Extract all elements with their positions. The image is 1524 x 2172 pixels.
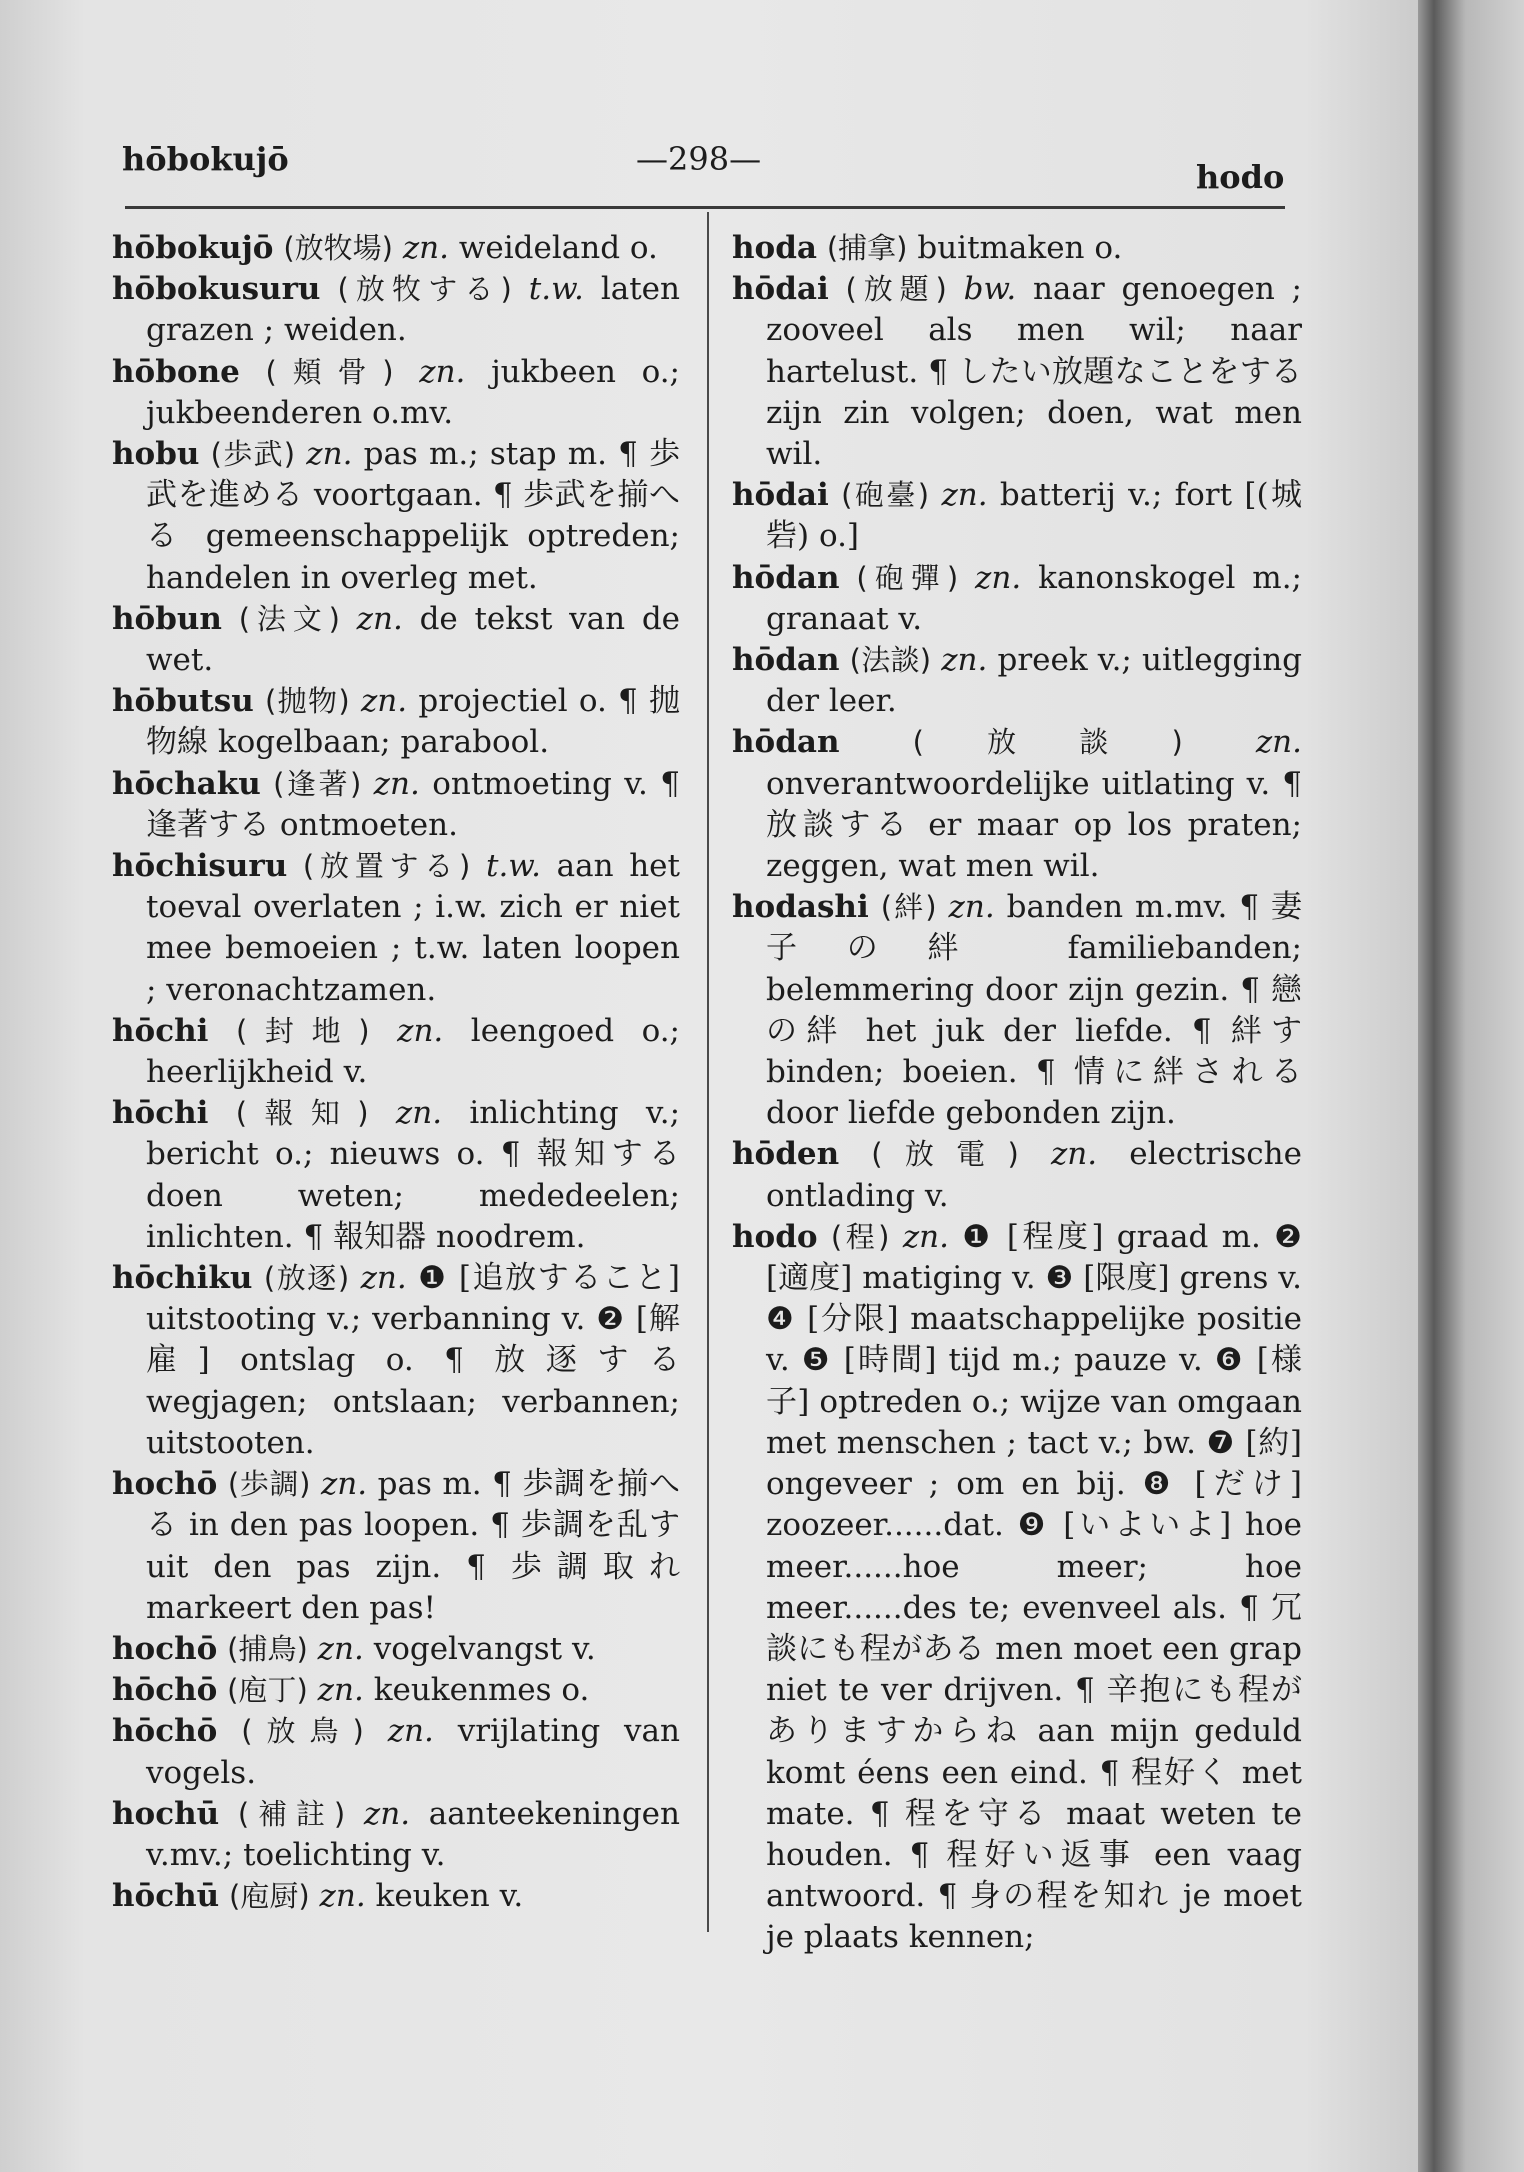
dictionary-entry: [112, 599, 680, 681]
dictionary-entry: [732, 228, 1302, 269]
definition: aanteekeningen v.mv.; toelichting v.: [146, 1795, 680, 1873]
definition: de tekst van de wet.: [146, 600, 681, 679]
kanji-form: (放題): [845, 272, 947, 307]
grammar-label: t.w.: [486, 848, 542, 885]
dictionary-entry: [112, 1670, 680, 1711]
headword: hōbun: [112, 600, 222, 637]
grammar-label: zn.: [941, 477, 988, 514]
header-rule: [125, 206, 1285, 209]
header-last-word: hodo: [1196, 158, 1285, 196]
headword: hōchi: [112, 1012, 209, 1049]
definition: ❶ [追放すること] uitstooting v.; verbanning v. ❷ [解雇] ontslag o. ¶ 放逐する wegjagen; ontslaan; verbannen; uitstooten.: [146, 1260, 680, 1461]
headword: hochō: [112, 1466, 218, 1503]
grammar-label: zn.: [373, 765, 420, 802]
headword: hōdai: [732, 271, 829, 308]
kanji-form: (放逐): [263, 1261, 350, 1296]
kanji-form: (庖厨): [229, 1879, 310, 1914]
grammar-label: zn.: [356, 600, 403, 637]
kanji-form: (逢著): [273, 766, 362, 801]
grammar-label: zn.: [320, 1466, 368, 1503]
headword: hōdai: [732, 477, 829, 514]
grammar-label: zn.: [363, 1795, 411, 1832]
definition: vogelvangst v.: [373, 1630, 596, 1667]
headword: hōchō: [112, 1713, 218, 1750]
definition: electrische ontlading v.: [766, 1136, 1302, 1214]
grammar-label: zn.: [948, 889, 995, 926]
running-header: [0, 140, 1418, 200]
headword: hōchisuru: [112, 848, 288, 885]
headword: hōchiku: [112, 1260, 253, 1297]
dictionary-entry: [112, 1876, 680, 1917]
dictionary-entry: [732, 558, 1302, 640]
definition: ontmoeting v. ¶ 逢著する ontmoeten.: [146, 765, 681, 843]
dictionary-entry: [112, 1258, 680, 1464]
kanji-form: (程): [830, 1219, 890, 1254]
definition: ❶ [程度] graad m. ❷ [適度] matiging v. ❸ [限度] grens v. ❹ [分限] maatschappelijke positie v. ❺ [時間] tijd m.; pauze v. ❻ [様子] optreden o.; wijze van omgaan met menschen ; tact v.; bw. ❼ [約] ongeveer ; om en bij. ❽ [だけ] zoozeer......dat. ❾ [いよいよ] hoe meer......hoe meer; hoe meer......des te; evenveel als. ¶ 冗談にも程がある men moet een grap niet te ver drijven. ¶ 辛抱にも程がありますからね aan mijn geduld komt éens een eind. ¶ 程好く met mate. ¶ 程を守る maat weten te houden. ¶ 程好い返事 een vaag antwoord. ¶ 身の程を知れ je moet je plaats kennen;: [766, 1218, 1302, 1956]
headword: hōchaku: [112, 765, 261, 802]
dictionary-entry: [732, 1217, 1302, 1959]
kanji-form: (放談): [912, 725, 1183, 760]
headword: hōbokusuru: [112, 271, 321, 308]
dictionary-entry: [732, 475, 1302, 557]
definition: weideland o.: [458, 230, 658, 266]
definition: keukenmes o.: [373, 1672, 590, 1709]
kanji-form: (頬骨): [265, 354, 394, 389]
headword: hōdan: [732, 724, 840, 761]
headword: hōbone: [112, 353, 240, 390]
kanji-form: (庖丁): [227, 1673, 308, 1708]
headword: hōdan: [732, 642, 840, 679]
dictionary-entry: [732, 722, 1302, 887]
grammar-label: zn.: [402, 230, 449, 266]
definition: kanonskogel m.; granaat v.: [766, 559, 1302, 637]
dictionary-entry: [112, 1794, 680, 1876]
dictionary-entry: [112, 1093, 680, 1258]
page-number: —298—: [636, 140, 762, 178]
kanji-form: (補註): [237, 1796, 346, 1831]
grammar-label: zn.: [902, 1218, 949, 1255]
grammar-label: zn.: [387, 1713, 434, 1750]
kanji-form: (抛物): [264, 684, 350, 719]
right-column: [732, 228, 1302, 1959]
definition: vrijlating van vogels.: [146, 1713, 681, 1791]
headword: hōbutsu: [112, 683, 254, 720]
grammar-label: zn.: [1255, 724, 1302, 761]
header-first-word: hōbokujō: [122, 140, 289, 178]
dictionary-entry: [112, 1629, 680, 1670]
grammar-label: zn.: [397, 1012, 444, 1049]
definition: buitmaken o.: [917, 230, 1123, 266]
kanji-form: (法談): [849, 643, 932, 678]
headword: hōchi: [112, 1095, 209, 1132]
grammar-label: zn.: [395, 1095, 443, 1132]
column-divider: [707, 212, 709, 1932]
grammar-label: zn.: [975, 559, 1022, 596]
grammar-label: zn.: [360, 683, 408, 720]
grammar-label: zn.: [1050, 1136, 1098, 1173]
dictionary-entry: [112, 846, 680, 1011]
grammar-label: zn.: [941, 642, 988, 679]
headword: hōbokujō: [112, 230, 274, 266]
definition: banden m.mv. ¶ 妻子の絆 familiebanden; belemmering door zijn gezin. ¶ 戀の絆 het juk der liefde. ¶ 絆す binden; boeien. ¶ 情に絆される door liefde gebonden zijn.: [766, 889, 1303, 1132]
headword: hoda: [732, 230, 817, 266]
definition: jukbeen o.; jukbeenderen o.mv.: [146, 353, 681, 431]
grammar-label: zn.: [306, 436, 353, 473]
dictionary-entry: [732, 640, 1302, 722]
dictionary-entry: [112, 1711, 680, 1793]
kanji-form: (歩武): [210, 437, 296, 472]
definition: naar genoegen ; zooveel als men wil; naar hartelust. ¶ したい放題なことをする zijn zin volgen; doen, wat men wil.: [766, 271, 1302, 473]
kanji-form: (歩調): [227, 1467, 311, 1502]
definition: projectiel o. ¶ 抛物線 kogelbaan; parabool.: [146, 683, 681, 761]
dictionary-entry: [732, 1134, 1302, 1216]
dictionary-entry: [732, 887, 1302, 1134]
headword: hobu: [112, 436, 200, 473]
definition: leengoed o.; heerlijkheid v.: [146, 1012, 681, 1091]
grammar-label: zn.: [360, 1260, 407, 1297]
headword: hodo: [732, 1218, 818, 1255]
definition: laten grazen ; weiden.: [146, 271, 680, 349]
definition: onverantwoordelijke uitlating v. ¶ 放談する er maar op los praten; zeggen, wat men wil.: [766, 765, 1302, 885]
kanji-form: (砲臺): [841, 478, 930, 513]
headword: hōchō: [112, 1672, 218, 1709]
kanji-form: (法文): [238, 601, 340, 636]
dictionary-entry: [112, 269, 680, 351]
definition: keuken v.: [375, 1878, 524, 1915]
dictionary-entry: [112, 1011, 680, 1093]
headword: hochō: [112, 1630, 218, 1667]
kanji-form: (放牧する): [337, 272, 512, 307]
kanji-form: (捕鳥): [227, 1631, 308, 1666]
grammar-label: bw.: [963, 271, 1017, 308]
kanji-form: (放電): [871, 1137, 1019, 1172]
dictionary-entry: [112, 764, 680, 846]
definition: inlichting v.; bericht o.; nieuws o. ¶ 報知する doen weten; mededeelen; inlichten. ¶ 報知器 noodrem.: [146, 1095, 681, 1255]
dictionary-entry: [112, 352, 680, 434]
kanji-form: (砲彈): [856, 560, 959, 595]
kanji-form: (絆): [880, 890, 937, 925]
definition: batterij v.; fort [(城砦) o.]: [766, 477, 1303, 555]
headword: hochū: [112, 1795, 220, 1832]
definition: aan het toeval overlaten ; i.w. zich er niet mee bemoeien ; t.w. laten loopen ; veronachtzamen.: [146, 848, 680, 1008]
grammar-label: zn.: [317, 1630, 364, 1667]
grammar-label: t.w.: [528, 271, 584, 308]
kanji-form: (放鳥): [241, 1714, 364, 1749]
grammar-label: zn.: [419, 353, 466, 390]
headword: hōden: [732, 1136, 840, 1173]
kanji-form: (封地): [235, 1013, 370, 1048]
kanji-form: (放牧場): [283, 231, 393, 265]
definition: pas m. ¶ 歩調を揃へる in den pas loopen. ¶ 歩調を乱す uit den pas zijn. ¶ 歩調取れ markeert den pas!: [146, 1466, 680, 1626]
dictionary-entry: [732, 269, 1302, 475]
dictionary-entry: [112, 434, 680, 599]
kanji-form: (報知): [235, 1096, 369, 1131]
dictionary-entry: [112, 228, 680, 269]
headword: hōchū: [112, 1878, 220, 1915]
book-gutter: [1418, 0, 1524, 2172]
kanji-form: (放置する): [302, 849, 471, 884]
grammar-label: zn.: [317, 1672, 364, 1709]
definition: pas m.; stap m. ¶ 歩武を進める voortgaan. ¶ 歩武を揃へる gemeenschappelijk optreden; handelen in overleg met.: [146, 436, 680, 596]
headword: hodashi: [732, 889, 869, 926]
definition: preek v.; uitlegging der leer.: [766, 642, 1302, 720]
left-column: [112, 228, 680, 1917]
dictionary-entry: [112, 1464, 680, 1629]
grammar-label: zn.: [319, 1878, 366, 1915]
dictionary-entry: [112, 681, 680, 763]
headword: hōdan: [732, 559, 840, 596]
kanji-form: (捕拿): [826, 231, 908, 265]
